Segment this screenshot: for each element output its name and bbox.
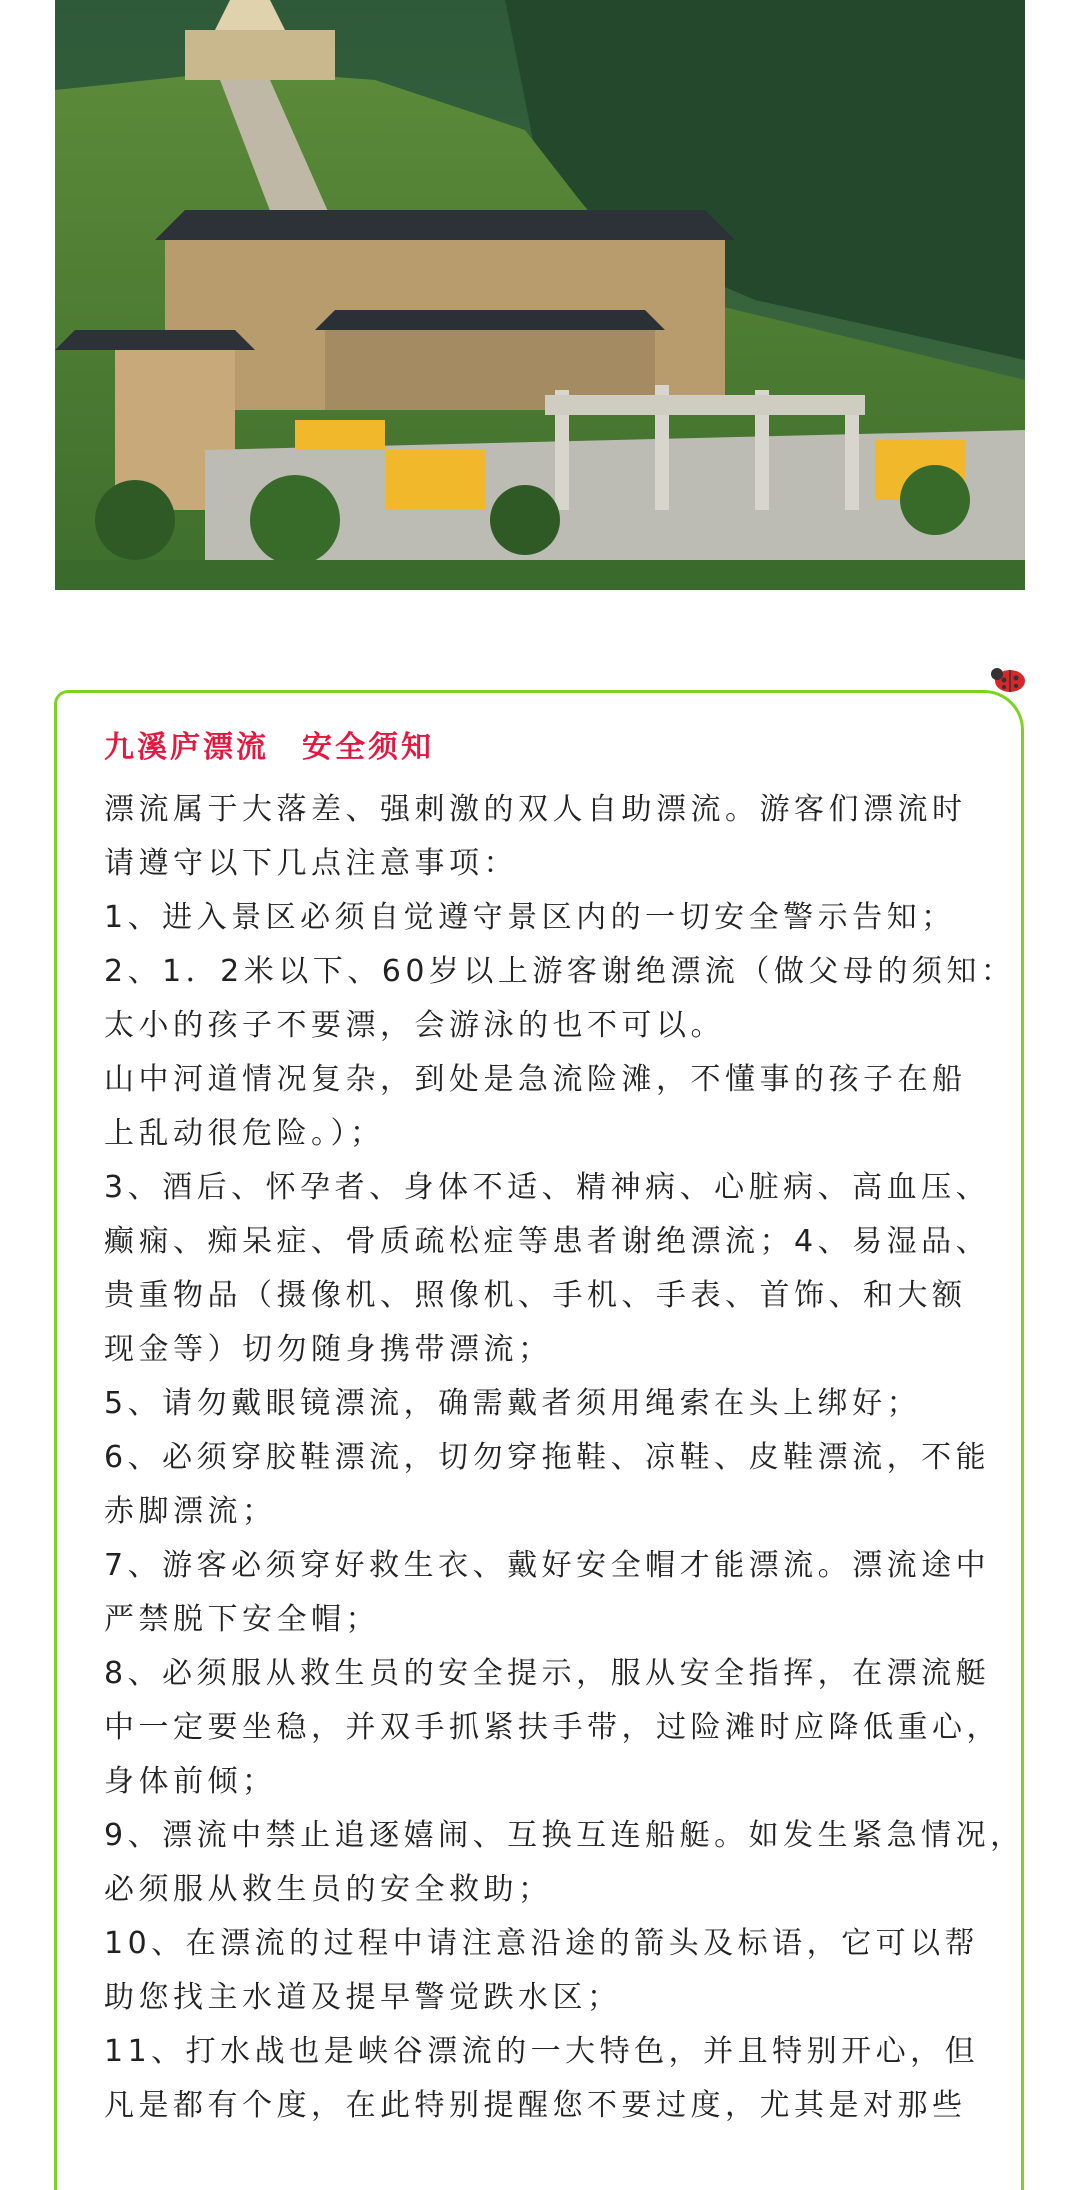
notice-line: 必须服从救生员的安全救助； xyxy=(104,1872,553,1907)
notice-line: 8、必须服从救生员的安全提示，服从安全指挥，在漂流艇 xyxy=(104,1656,991,1691)
notice-line: 11、打水战也是峡谷漂流的一大特色，并且特别开心，但 xyxy=(104,2034,980,2069)
notice-title: 九溪庐漂流 安全须知 xyxy=(104,730,434,765)
ladybug-icon xyxy=(990,664,1028,694)
notice-line: 现金等）切勿随身携带漂流； xyxy=(104,1332,553,1367)
notice-line: 凡是都有个度，在此特别提醒您不要过度，尤其是对那些 xyxy=(104,2088,967,2123)
scenic-temple-photo xyxy=(55,0,1025,590)
notice-line: 中一定要坐稳，并双手抓紧扶手带，过险滩时应降低重心， xyxy=(104,1710,1001,1745)
notice-line: 贵重物品（摄像机、照像机、手机、手表、首饰、和大额 xyxy=(104,1278,967,1313)
notice-line: 癫痫、痴呆症、骨质疏松症等患者谢绝漂流；4、易湿品、 xyxy=(104,1224,991,1259)
notice-line: 上乱动很危险。）； xyxy=(104,1116,385,1151)
notice-line: 7、游客必须穿好救生衣、戴好安全帽才能漂流。漂流途中 xyxy=(104,1548,991,1583)
notice-line: 请遵守以下几点注意事项： xyxy=(104,846,518,881)
notice-line: 6、必须穿胶鞋漂流，切勿穿拖鞋、凉鞋、皮鞋漂流，不能 xyxy=(104,1440,991,1475)
notice-line: 5、请勿戴眼镜漂流，确需戴者须用绳索在头上绑好； xyxy=(104,1386,922,1421)
notice-line: 赤脚漂流； xyxy=(104,1494,277,1529)
notice-line: 2、1．2米以下、60岁以上游客谢绝漂流（做父母的须知： xyxy=(104,954,1016,989)
notice-line: 助您找主水道及提早警觉跌水区； xyxy=(104,1980,622,2015)
notice-line: 山中河道情况复杂，到处是急流险滩，不懂事的孩子在船 xyxy=(104,1062,967,1097)
notice-line: 身体前倾； xyxy=(104,1764,277,1799)
scenic-photo xyxy=(55,0,1025,590)
notice-line: 漂流属于大落差、强刺激的双人自助漂流。游客们漂流时 xyxy=(104,792,967,827)
notice-line: 10、在漂流的过程中请注意沿途的箭头及标语，它可以帮 xyxy=(104,1926,980,1961)
notice-line: 严禁脱下安全帽； xyxy=(104,1602,380,1637)
notice-line: 3、酒后、怀孕者、身体不适、精神病、心脏病、高血压、 xyxy=(104,1170,991,1205)
notice-line: 1、进入景区必须自觉遵守景区内的一切安全警示告知； xyxy=(104,900,956,935)
notice-line: 太小的孩子不要漂，会游泳的也不可以。 xyxy=(104,1008,725,1043)
notice-line: 9、漂流中禁止追逐嬉闹、互换互连船艇。如发生紧急情况， xyxy=(104,1818,1025,1853)
